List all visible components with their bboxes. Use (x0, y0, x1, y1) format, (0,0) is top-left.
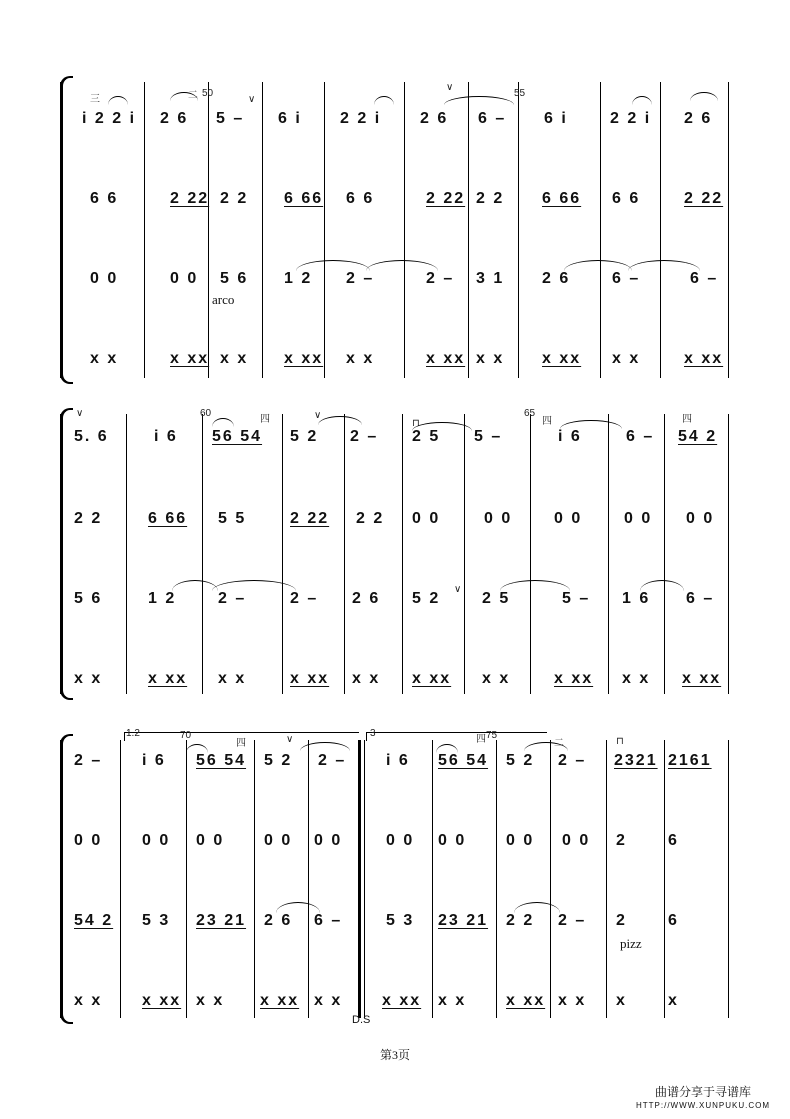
cello-measure: 2 – (558, 912, 587, 929)
zhonghu-measure: 2 22 (684, 190, 724, 207)
cello-measure: 6 – (690, 270, 719, 287)
cello-measure: 23 21 (438, 912, 489, 929)
zhonghu-measure: 2 22 (426, 190, 466, 207)
measure-number: 75 (486, 730, 498, 741)
cello-measure: 2 6 (352, 590, 381, 607)
pizz-annotation: pizz (620, 936, 642, 951)
zhonghu-measure: 0 0 (412, 510, 441, 527)
zhonghu-measure: 0 0 (506, 832, 535, 849)
measure-number: 50 (202, 88, 214, 99)
zhonghu-measure: 6 6 (346, 190, 375, 207)
zhonghu-measure: 6 6 (612, 190, 641, 207)
zhonghu-measure: 2 2 (74, 510, 103, 527)
zhonghu-part (74, 826, 730, 856)
erhu-measure: 54 2 (678, 428, 718, 445)
measure-number: 55 (514, 88, 526, 99)
erhu-measure: i 2 2 i (82, 110, 137, 127)
cello-measure: 6 (668, 912, 679, 929)
erhu-measure: 5. 6 (74, 428, 109, 445)
perc-measure: x (616, 992, 627, 1009)
perc-measure: x x (220, 350, 249, 367)
zhonghu-measure: 2 2 (476, 190, 505, 207)
erhu-measure: i 6 (142, 752, 166, 769)
zhonghu-measure: 6 6 (90, 190, 119, 207)
erhu-measure: 56 54 (212, 428, 263, 445)
zhonghu-measure: 0 0 (562, 832, 591, 849)
perc-measure: x xx (682, 670, 722, 687)
bowing-mark: 四 (236, 738, 246, 749)
zhonghu-measure: 2 2 (356, 510, 385, 527)
bowing-mark: 四 (682, 414, 692, 425)
cello-measure: 6 – (612, 270, 641, 287)
cello-measure: 0 0 (170, 270, 199, 287)
bowing-mark: 四 (260, 414, 270, 425)
perc-measure: x x (218, 670, 247, 687)
erhu-part (74, 104, 730, 134)
erhu-measure: 5 2 (506, 752, 535, 769)
bowing-mark: 四 (476, 734, 486, 745)
perc-measure: x xx (284, 350, 324, 367)
perc-measure: x xx (148, 670, 188, 687)
cello-part (74, 906, 730, 936)
erhu-measure: 2 6 (160, 110, 189, 127)
percussion-part (74, 344, 730, 374)
zhonghu-measure: 0 0 (386, 832, 415, 849)
perc-measure: x x (438, 992, 467, 1009)
erhu-measure: 56 54 (438, 752, 489, 769)
zhonghu-measure: 0 0 (624, 510, 653, 527)
bowing-mark: ∨ (454, 584, 462, 595)
zhonghu-measure: 2 2 (220, 190, 249, 207)
perc-measure: x x (346, 350, 375, 367)
zhonghu-part (74, 184, 730, 214)
zhonghu-measure: 0 0 (554, 510, 583, 527)
zhonghu-measure: 0 0 (264, 832, 293, 849)
cello-measure: 1 2 (284, 270, 313, 287)
page-number: 第3页 (379, 1048, 410, 1062)
erhu-measure: 5 – (474, 428, 503, 445)
arco-annotation: arco (212, 292, 235, 307)
perc-measure: x x (482, 670, 511, 687)
cello-measure: 5 – (562, 590, 591, 607)
perc-measure: x xx (170, 350, 210, 367)
perc-measure: x x (352, 670, 381, 687)
cello-measure: 2 5 (482, 590, 511, 607)
cello-measure: 2 6 (264, 912, 293, 929)
erhu-measure: 6 – (626, 428, 655, 445)
erhu-measure: 2 6 (420, 110, 449, 127)
zhonghu-measure: 0 0 (438, 832, 467, 849)
perc-measure: x xx (142, 992, 182, 1009)
zhonghu-measure: 0 0 (686, 510, 715, 527)
cello-measure: 6 – (314, 912, 343, 929)
perc-measure: x x (612, 350, 641, 367)
perc-measure: x x (74, 670, 103, 687)
erhu-measure: 2 – (318, 752, 347, 769)
erhu-measure: 2 5 (412, 428, 441, 445)
zhonghu-measure: 0 0 (142, 832, 171, 849)
erhu-measure: 5 2 (290, 428, 319, 445)
cello-measure: 1 6 (622, 590, 651, 607)
perc-measure: x xx (260, 992, 300, 1009)
measure-number: 65 (524, 408, 536, 419)
zhonghu-measure: 0 0 (196, 832, 225, 849)
cello-measure: 2 (616, 912, 627, 929)
erhu-measure: 2 – (558, 752, 587, 769)
bowing-mark: 二 (188, 90, 198, 101)
perc-measure: x x (476, 350, 505, 367)
zhonghu-measure: 6 66 (148, 510, 188, 527)
system-brace (60, 82, 75, 378)
zhonghu-measure: 6 (668, 832, 679, 849)
zhonghu-measure: 0 0 (314, 832, 343, 849)
percussion-part (74, 664, 730, 694)
perc-measure: x x (90, 350, 119, 367)
perc-measure: x x (622, 670, 651, 687)
system-brace (60, 414, 75, 694)
erhu-measure: i 6 (386, 752, 410, 769)
cello-measure: 5 6 (74, 590, 103, 607)
erhu-measure: 5 – (216, 110, 245, 127)
zhonghu-measure: 2 22 (290, 510, 330, 527)
volta-label: 3 (370, 728, 376, 739)
perc-measure: x xx (412, 670, 452, 687)
zhonghu-measure: 6 66 (542, 190, 582, 207)
cello-measure: 2 – (426, 270, 455, 287)
erhu-measure: 56 54 (196, 752, 247, 769)
cello-measure: 2 – (346, 270, 375, 287)
erhu-part (74, 746, 730, 776)
zhonghu-measure: 0 0 (74, 832, 103, 849)
bowing-mark: ∨ (314, 410, 322, 421)
erhu-measure: 6 – (478, 110, 507, 127)
cello-measure: 0 0 (90, 270, 119, 287)
zhonghu-measure: 0 0 (484, 510, 513, 527)
volta-label: 1.2 (126, 728, 140, 739)
bowing-mark: ⊓ (616, 736, 624, 747)
zhonghu-measure: 2 22 (170, 190, 210, 207)
zhonghu-part (74, 504, 730, 534)
erhu-measure: 2 – (350, 428, 379, 445)
bowing-mark: ⊓ (412, 418, 420, 429)
zhonghu-measure: 5 5 (218, 510, 247, 527)
cello-measure: 1 2 (148, 590, 177, 607)
measure-number: 70 (180, 730, 192, 741)
cello-measure: 2 6 (542, 270, 571, 287)
bowing-mark: ∨ (76, 408, 84, 419)
erhu-part (74, 422, 730, 452)
cello-measure: 2 – (290, 590, 319, 607)
perc-measure: x x (314, 992, 343, 1009)
percussion-part (74, 986, 730, 1016)
watermark (636, 1085, 770, 1113)
perc-measure: x xx (542, 350, 582, 367)
cello-measure: 5 3 (386, 912, 415, 929)
cello-measure: 2 – (218, 590, 247, 607)
perc-measure: x xx (554, 670, 594, 687)
cello-measure: 5 3 (142, 912, 171, 929)
bowing-mark: 二 (554, 738, 564, 749)
perc-measure: x xx (684, 350, 724, 367)
cello-measure: 2 2 (506, 912, 535, 929)
watermark-url: HTTP://WWW.XUNPUKU.COM (636, 1101, 770, 1110)
volta-bracket (366, 732, 547, 741)
system-brace (60, 740, 75, 1018)
cello-measure: 3 1 (476, 270, 505, 287)
bowing-mark: ∨ (286, 734, 294, 745)
erhu-measure: 2 6 (684, 110, 713, 127)
bowing-mark: 四 (542, 416, 552, 427)
ds-marking: D.S (352, 1014, 371, 1026)
erhu-measure: 2321 (614, 752, 658, 769)
score-system-3 (60, 728, 730, 1018)
score-system-2 (60, 408, 730, 694)
cello-measure: 6 – (686, 590, 715, 607)
erhu-measure: i 6 (558, 428, 582, 445)
perc-measure: x (668, 992, 679, 1009)
zhonghu-measure: 2 (616, 832, 627, 849)
bowing-mark: ∨ (248, 94, 256, 105)
measure-number: 60 (200, 408, 212, 419)
erhu-measure: 5 2 (264, 752, 293, 769)
erhu-measure: 2161 (668, 752, 712, 769)
perc-measure: x xx (290, 670, 330, 687)
cello-measure: 5 2 (412, 590, 441, 607)
perc-measure: x xx (426, 350, 466, 367)
erhu-measure: 6 i (278, 110, 302, 127)
bowing-mark: 三 (90, 94, 100, 105)
cello-measure: 54 2 (74, 912, 114, 929)
bowing-mark: ∨ (446, 82, 454, 93)
cello-measure: 5 6 (220, 270, 249, 287)
perc-measure: x x (558, 992, 587, 1009)
perc-measure: x x (74, 992, 103, 1009)
erhu-measure: 2 – (74, 752, 103, 769)
erhu-measure: i 6 (154, 428, 178, 445)
perc-measure: x xx (506, 992, 546, 1009)
score-system-1 (60, 82, 730, 378)
zhonghu-measure: 6 66 (284, 190, 324, 207)
perc-measure: x x (196, 992, 225, 1009)
erhu-measure: 2 2 i (340, 110, 382, 127)
erhu-measure: 2 2 i (610, 110, 652, 127)
erhu-measure: 6 i (544, 110, 568, 127)
watermark-title: 曲谱分享于寻谱库 (654, 1085, 751, 1099)
perc-measure: x xx (382, 992, 422, 1009)
cello-measure: 23 21 (196, 912, 247, 929)
